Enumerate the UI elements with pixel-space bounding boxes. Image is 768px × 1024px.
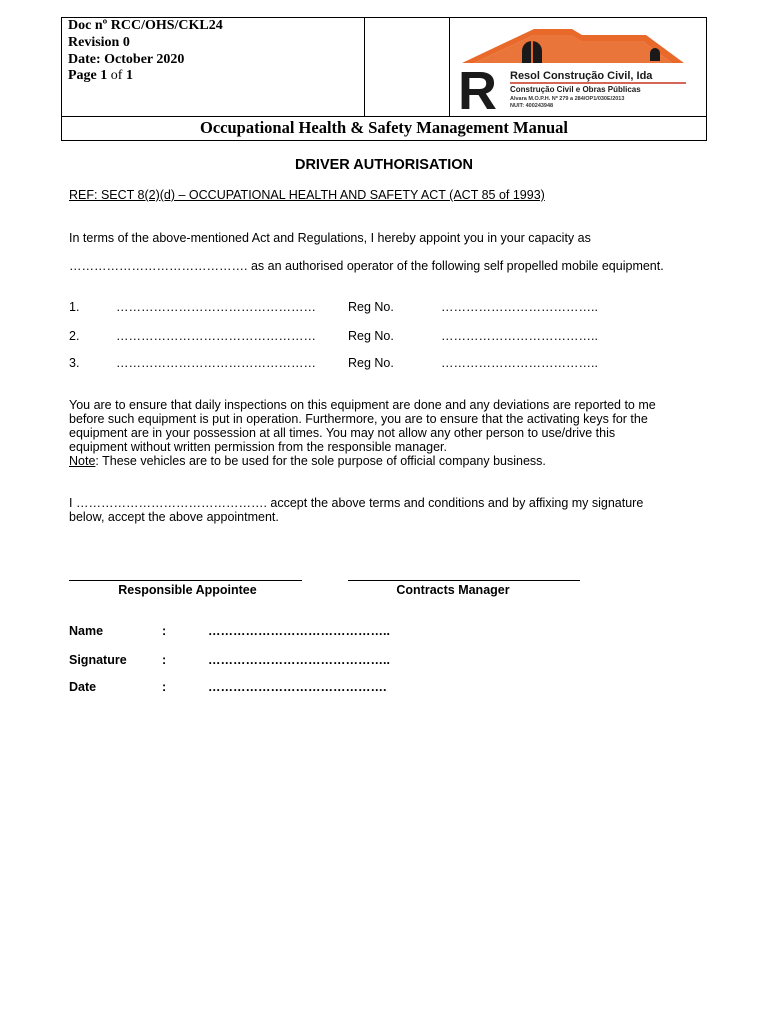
svg-text:Construção Civil e Obras Públi: Construção Civil e Obras Públicas (510, 85, 641, 94)
paragraph-line: equipment are in your possession at all times. You may not allow any other person to use/drive this (69, 426, 616, 440)
reg-label: Reg No. (348, 300, 394, 314)
field-colon: : (162, 653, 167, 667)
paragraph-line: You are to ensure that daily inspections on this equipment are done and any deviations are reported to me (69, 398, 656, 412)
header-divider (449, 17, 450, 116)
signature-field: …………………………………….. (208, 653, 390, 667)
intro-line: In terms of the above-mentioned Act and Regulations, I hereby appoint you in your capacity as (69, 231, 591, 245)
note-label: Note (69, 454, 96, 468)
sig-label-manager: Contracts Manager (396, 583, 510, 597)
field-label-date: Date (69, 680, 97, 694)
equipment-number: 2. (69, 329, 80, 343)
doc-date: Date: October 2020 (68, 52, 185, 67)
page-current: 1 (100, 68, 108, 83)
reg-field: ……………………………….. (441, 356, 598, 370)
date-field: ……………………………………. (208, 680, 387, 694)
logo-letter-r: R (458, 61, 497, 113)
field-colon: : (162, 624, 167, 638)
page-indicator (68, 68, 133, 85)
equipment-field: ………………………………………… (116, 329, 316, 343)
page-prefix: Page (68, 68, 97, 83)
logo-window-icon (650, 48, 660, 61)
signature-line-manager (348, 580, 580, 581)
company-logo (452, 21, 704, 113)
manual-title: Occupational Health & Safety Management Manual (199, 118, 569, 137)
paragraph-line: equipment without written permission from the responsible manager. (69, 440, 447, 454)
paragraph-line: before such equipment is put in operation. Furthermore, you are to ensure that the activating keys for the (69, 412, 648, 426)
document-title: DRIVER AUTHORISATION (294, 157, 474, 173)
note-line (69, 454, 546, 468)
reg-field: ……………………………….. (441, 329, 598, 343)
equipment-field: ………………………………………… (116, 300, 316, 314)
reference-line: REF: SECT 8(2)(d) – OCCUPATIONAL HEALTH AND SAFETY ACT (ACT 85 of 1993) (69, 188, 545, 202)
intro-line: ……………………………………. as an authorised operator of the following self propelled mobile equipment. (69, 259, 664, 273)
page-total: 1 (125, 68, 133, 83)
name-field: …………………………………….. (208, 624, 390, 638)
equipment-number: 1. (69, 300, 80, 314)
header-divider (364, 17, 365, 116)
revision: Revision 0 (68, 35, 130, 50)
field-label-signature: Signature (69, 653, 127, 667)
field-label-name: Name (69, 624, 104, 638)
svg-text:Resol Construção Civil, Ida: Resol Construção Civil, Ida (510, 70, 653, 82)
field-colon: : (162, 680, 167, 694)
svg-text:Alvara M.O.P.H. Nº 279 a 284/O: Alvara M.O.P.H. Nº 279 a 284/OP1/030E/2013 (510, 96, 625, 102)
svg-text:NUIT: 400243948: NUIT: 400243948 (510, 103, 554, 109)
note-text: : These vehicles are to be used for the sole purpose of official company business. (95, 454, 546, 468)
page-of: of (110, 68, 123, 83)
equipment-number: 3. (69, 356, 80, 370)
equipment-field: ………………………………………… (116, 356, 316, 370)
sig-label-appointee: Responsible Appointee (118, 583, 257, 597)
reg-label: Reg No. (348, 356, 394, 370)
doc-number: Doc nº RCC/OHS/CKL24 (68, 18, 223, 33)
acceptance-line: below, accept the above appointment. (69, 510, 279, 524)
signature-line-appointee (69, 580, 302, 581)
reg-label: Reg No. (348, 329, 394, 343)
acceptance-line: I ………………………………………. accept the above terms and conditions and by affixing my signature (69, 496, 644, 510)
reg-field: ……………………………….. (441, 300, 598, 314)
